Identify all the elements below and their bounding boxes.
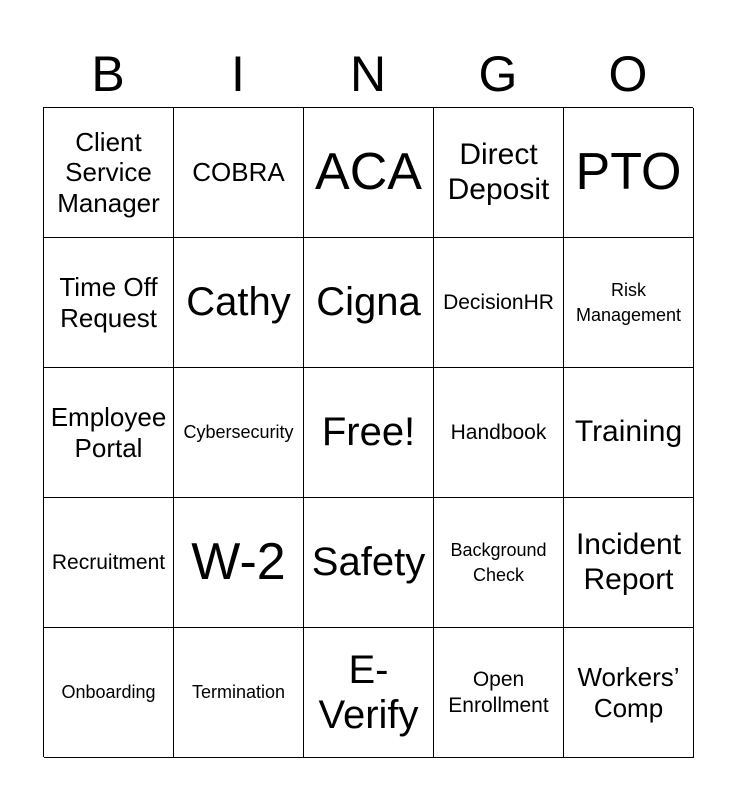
cell-text: Handbook [450,420,547,444]
cell-text: Cigna [316,280,421,325]
bingo-cell-r2-c2[interactable] [174,238,304,368]
bingo-cell-r3-c3[interactable] [304,368,434,498]
cell-text: E-Verify [318,647,419,737]
header-letter-n: N [349,46,387,102]
bingo-cell-r1-c3[interactable] [304,108,434,238]
cell-text: Safety [311,540,426,585]
bingo-cell-r3-c4[interactable] [434,368,564,498]
cell-text: COBRA [192,157,285,188]
cell-text: Client Service Manager [57,127,160,218]
bingo-grid [43,107,693,757]
bingo-cell-r4-c2[interactable] [174,498,304,628]
bingo-cell-r5-c4[interactable] [434,628,564,758]
bingo-cell-r5-c3[interactable] [304,628,434,758]
cell-text: ACA [315,143,422,202]
cell-text: W-2 [191,533,286,592]
bingo-header [43,40,693,108]
cell-text: Recruitment [51,550,166,574]
bingo-cell-r4-c3[interactable] [304,498,434,628]
bingo-cell-r4-c1[interactable] [44,498,174,628]
cell-text: Workers’ Comp [577,662,680,723]
header-letter-b: B [91,46,125,102]
cell-text: Incident Report [575,528,682,596]
cell-text: Employee Portal [50,402,167,463]
bingo-cell-r3-c2[interactable] [174,368,304,498]
cell-text: Free! [321,410,416,455]
bingo-cell-r1-c4[interactable] [434,108,564,238]
cell-text: Termination [191,682,286,703]
cell-text: DecisionHR [443,290,554,314]
bingo-cell-r5-c5[interactable] [564,628,694,758]
header-letter-o: O [608,46,648,102]
bingo-cell-r1-c5[interactable] [564,108,694,238]
bingo-cell-r2-c1[interactable] [44,238,174,368]
cell-text: Risk Management [575,280,682,325]
cell-text: Training [574,415,683,449]
cell-text: Direct Deposit [447,138,550,206]
cell-text: Cathy [186,280,291,325]
cell-text: Cybersecurity [183,422,294,443]
bingo-cell-r4-c5[interactable] [564,498,694,628]
cell-text: Background Check [450,540,547,585]
bingo-cell-r2-c4[interactable] [434,238,564,368]
bingo-cell-r4-c4[interactable] [434,498,564,628]
bingo-cell-r2-c3[interactable] [304,238,434,368]
cell-text: PTO [575,143,682,202]
bingo-cell-r5-c1[interactable] [44,628,174,758]
bingo-cell-r5-c2[interactable] [174,628,304,758]
cell-text: Onboarding [61,682,156,703]
bingo-cell-r3-c5[interactable] [564,368,694,498]
cell-text: Time Off Request [59,272,158,333]
bingo-cell-r3-c1[interactable] [44,368,174,498]
cell-text: Open Enrollment [448,668,549,717]
bingo-cell-r2-c5[interactable] [564,238,694,368]
bingo-cell-r1-c1[interactable] [44,108,174,238]
header-letter-g: G [478,46,518,102]
header-letter-i: I [231,46,245,102]
bingo-cell-r1-c2[interactable] [174,108,304,238]
